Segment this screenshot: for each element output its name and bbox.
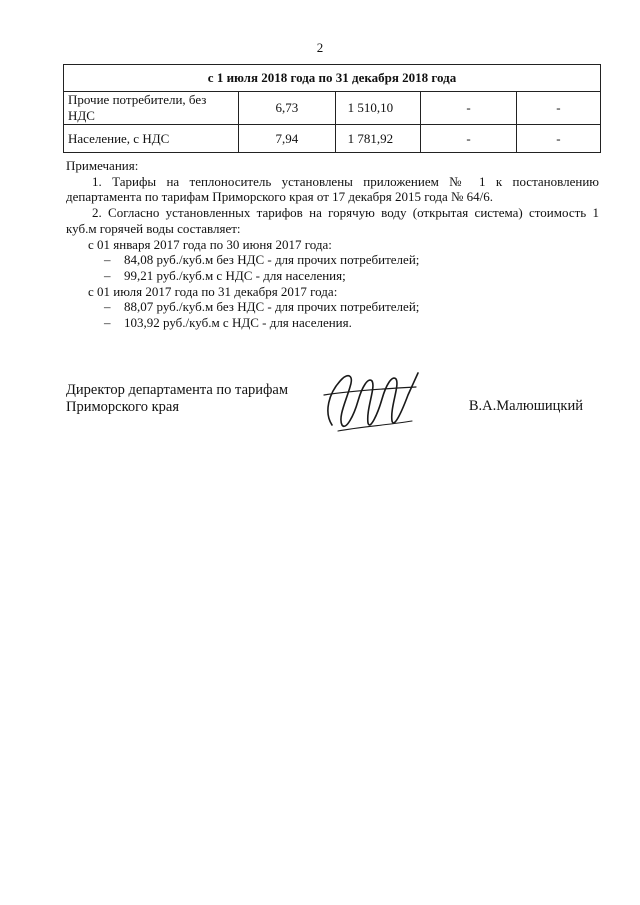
row-value-2: 1 781,92: [335, 125, 421, 153]
dash-glyph: –: [104, 267, 111, 283]
period-label-2: с 01 июля 2017 года по 31 декабря 2017 года:: [88, 283, 338, 299]
position-line-1: Директор департамента по тарифам: [66, 382, 289, 398]
row-consumer-name: Население, с НДС: [64, 125, 239, 153]
list-item: [66, 299, 599, 315]
handwritten-signature: [318, 365, 423, 437]
row-value-3: -: [421, 92, 517, 125]
tariff-table: [63, 64, 601, 153]
list-item: [66, 268, 599, 284]
list-item-text: 84,08 руб./куб.м без НДС - для прочих потребителей;: [124, 252, 420, 268]
notes-section: [66, 158, 599, 331]
dash-glyph: –: [104, 252, 111, 268]
table-period-row: [64, 65, 601, 92]
note-item-2: 2. Согласно установленных тарифов на горячую воду (открытая система) стоимость 1 куб.м горячей воды составляет:: [66, 205, 599, 236]
row-value-2: 1 510,10: [335, 92, 421, 125]
position-line-2: Приморского края: [66, 399, 180, 415]
row-value-1: 7,94: [239, 125, 335, 153]
row-value-1: 6,73: [239, 92, 335, 125]
table-row: [64, 92, 601, 125]
list-item-text: 103,92 руб./куб.м с НДС - для населения.: [124, 315, 352, 331]
table-row: [64, 125, 601, 153]
dash-glyph: –: [104, 315, 111, 331]
list-item-text: 88,07 руб./куб.м без НДС - для прочих потребителей;: [124, 299, 420, 315]
note-item-1: 1. Тарифы на теплоноситель установлены приложением № 1 к постановлению департамента по тарифам Приморского края от 17 декабря 2015 года № 64/6.: [66, 173, 599, 205]
row-consumer-name: Прочие потребители, без НДС: [64, 92, 239, 125]
row-value-4: -: [516, 92, 600, 125]
page-number: 2: [316, 40, 324, 55]
notes-heading: Примечания:: [66, 158, 139, 173]
period-label-1: с 01 января 2017 года по 30 июня 2017 года:: [88, 236, 332, 252]
list-item: [66, 315, 599, 331]
dash-glyph: –: [104, 299, 111, 315]
row-value-4: -: [516, 125, 600, 153]
row-value-3: -: [421, 125, 517, 153]
period-heading: с 1 июля 2018 года по 31 декабря 2018 года: [64, 65, 601, 92]
list-item: [66, 252, 599, 268]
signer-name: В.А.Малюшицкий: [468, 398, 583, 414]
list-item-text: 99,21 руб./куб.м с НДС - для населения;: [124, 267, 346, 283]
